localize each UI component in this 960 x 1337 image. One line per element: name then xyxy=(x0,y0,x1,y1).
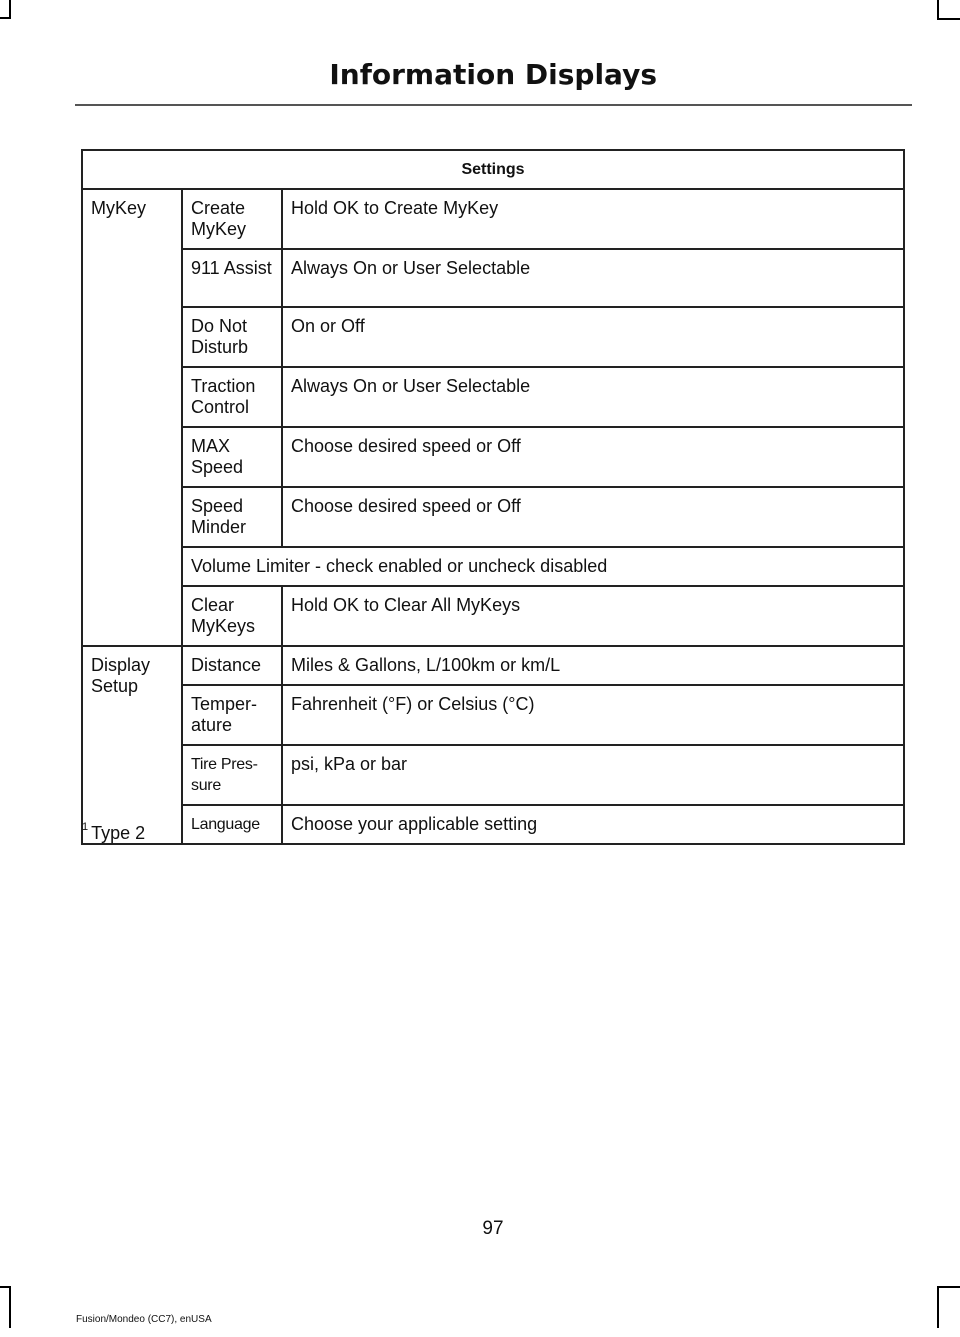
setting-value: Always On or User Selectable xyxy=(282,249,904,307)
setting-value: Choose desired speed or Off xyxy=(282,427,904,487)
setting-name: Do Not Disturb xyxy=(182,307,282,367)
setting-name: Temper-ature xyxy=(182,685,282,745)
group-label-display-setup: Display Setup xyxy=(82,646,182,844)
setting-name: 911 Assist xyxy=(182,249,282,307)
footer-text: Fusion/Mondeo (CC7), enUSA xyxy=(76,1314,212,1325)
crop-mark-bottom-right-h xyxy=(937,1286,960,1288)
setting-value: Choose your applicable setting xyxy=(282,805,904,844)
footnote xyxy=(82,823,145,844)
setting-value: Volume Limiter - check enabled or uncheck disabled xyxy=(182,547,904,586)
footnote-text: Type 2 xyxy=(91,823,146,843)
setting-name: Traction Control xyxy=(182,367,282,427)
settings-table xyxy=(81,149,905,845)
crop-mark-bottom-left-h xyxy=(0,1286,11,1288)
setting-name: Language xyxy=(182,805,282,844)
setting-value: Choose desired speed or Off xyxy=(282,487,904,547)
setting-name: Clear MyKeys xyxy=(182,586,282,646)
header-divider xyxy=(75,104,912,106)
table-title: Settings xyxy=(82,150,904,189)
setting-value: Fahrenheit (°F) or Celsius (°C) xyxy=(282,685,904,745)
crop-mark-top-right xyxy=(937,0,939,20)
footnote-marker: 1 xyxy=(82,821,89,833)
crop-mark-bottom-left xyxy=(9,1288,11,1328)
setting-name: Tire Pres-sure xyxy=(182,745,282,805)
crop-mark-bottom-right xyxy=(937,1288,939,1328)
setting-value: Always On or User Selectable xyxy=(282,367,904,427)
setting-value: psi, kPa or bar xyxy=(282,745,904,805)
page-title: Information Displays xyxy=(329,58,657,91)
setting-name: MAX Speed xyxy=(182,427,282,487)
crop-mark-top-left-h xyxy=(0,17,11,19)
crop-mark-top-right-h xyxy=(937,18,960,20)
setting-value: On or Off xyxy=(282,307,904,367)
group-label-mykey: MyKey xyxy=(82,189,182,646)
page-number: 97 xyxy=(482,1218,504,1239)
setting-name: Distance xyxy=(182,646,282,685)
setting-value: Miles & Gallons, L/100km or km/L xyxy=(282,646,904,685)
setting-value: Hold OK to Clear All MyKeys xyxy=(282,586,904,646)
setting-name: Speed Minder xyxy=(182,487,282,547)
setting-value: Hold OK to Create MyKey xyxy=(282,189,904,249)
setting-name: Create MyKey xyxy=(182,189,282,249)
